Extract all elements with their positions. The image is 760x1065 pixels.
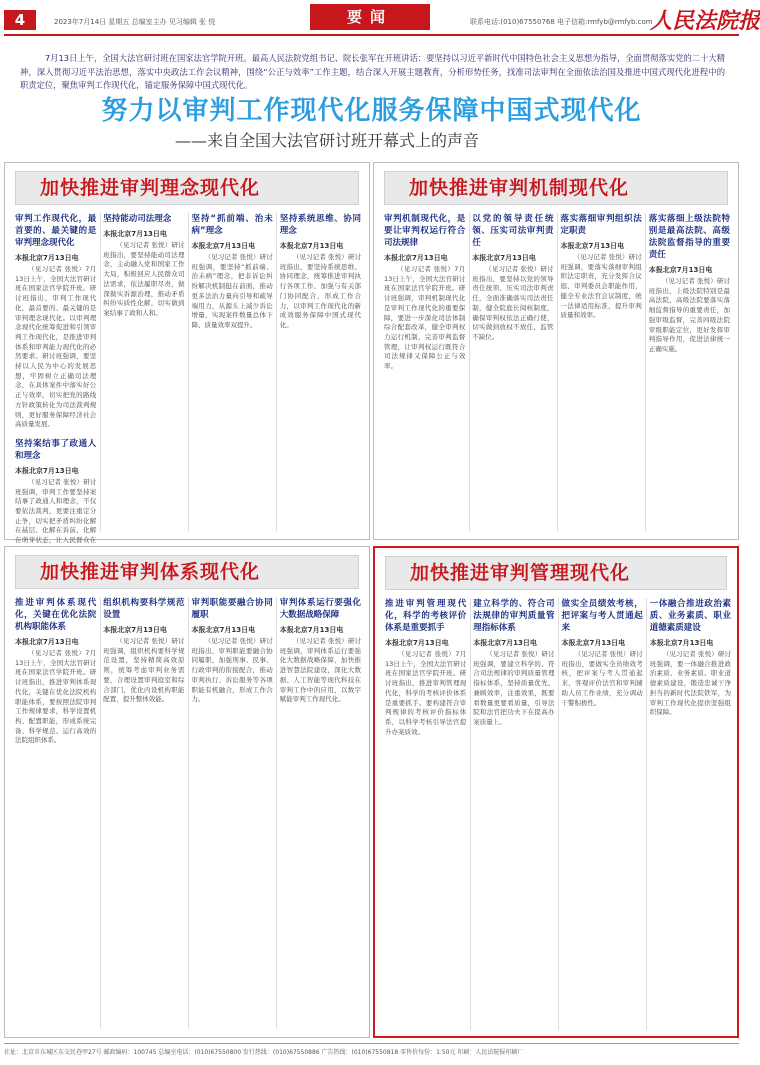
section-title: 要闻 [310,4,430,30]
article [473,598,554,728]
article-heading: 组织机构要科学规范设置 [103,598,185,620]
panel-column [562,598,643,1032]
article [280,213,361,331]
article-body: （见习记者 张悦）研讨班指出，要坚持系统思维、协同理念，统筹推进审判执行各项工作，加强与有关部门协同配合，形成工作合力，以审判工作现代化的新成效服务保障中国式现代化。 [279,253,361,329]
article [192,213,273,331]
article-body: （见习记者 张悦）研讨班强调，审判体系运行要强化大数据战略保障，加快推进智慧法院建设，深化大数据、人工智能等现代科技在审判工作中的应用，以数字赋能审判工作现代化。 [279,637,361,704]
column-divider [557,213,558,531]
article-body: （见习记者 张悦）研讨班强调，要坚持“抓前端、治未病”理念，把非诉讼纠纷解决机制挺在前面，推动更多法治力量向引导和疏导端用力，从源头上减少诉讼增量，实现案件数量总体下降、质量效率双提升。 [191,253,273,329]
column-divider [558,598,559,1030]
footer: 社址：北京市东城区东交民巷甲27号 邮政编码：100745 总编室电话：(010)67550800 发行热线：(010)67550886 广告热线：(010)67550818 零售价每份：1.50元 印刷：人民法院报印刷厂 [4,1043,739,1056]
article-heading: 坚持系统思维、协同理念 [279,214,361,236]
lead-paragraph: 7月13日上午，全国大法官研讨班在国家法官学院开班。最高人民法院党组书记、院长张军在开班讲话：要坚持以习近平新时代中国特色社会主义思想为指导，全面贯彻落实党的二十大精神，深入贯彻习近平法治思想，落实中央政法工作会议精神，围绕“公正与效率”工作主题，结合深入开展主题教育，分析形势任务，找准司法审判在全面依法治国及推进中国式现代化进程中的职责定位，聚焦审判工作现代化，锚定服务保障中国式现代化。 [20,53,725,90]
article-heading: 一体融合推进政治素质、业务素质、职业道德素质建设 [649,599,731,633]
masthead-right-text: 联系电话:(010)67550768 电子信箱:rmfyb@rmfyb.com [470,18,653,26]
article [103,597,184,705]
article-byline: 本报北京7月13日电 [472,254,536,262]
article-heading: 审判工作现代化，最首要的、最关键的是审判理念现代化 [15,214,97,248]
article [15,597,96,746]
masthead-left-text: 2023年7月14日 星期五 总编室主办 见习编辑 张 悦 [54,18,216,26]
panel-title: 加快推进审判体系现代化 [15,555,359,589]
article-byline: 本报北京7月13日电 [15,466,79,475]
panel-column [15,213,97,545]
panel-column [385,598,466,1032]
article-heading: 做实全员绩效考核，把评案与考人贯通起来 [561,599,643,633]
article-heading: 审判职能要融合协同履职 [191,598,273,620]
article-body: （见习记者 张悦）研讨班强调，要一体融合推进政治素质、业务素质、职业道德素质建设，锻造忠诚干净担当的新时代法院铁军，为审判工作现代化提供坚强组织保障。 [649,650,731,717]
article-byline: 本报北京7月13日电 [473,639,537,647]
article-heading: 坚持能动司法理念 [103,214,172,224]
article-byline: 本报北京7月13日电 [648,266,713,274]
article-byline: 本报北京7月13日电 [103,626,167,634]
article-byline: 本报北京7月13日电 [103,230,167,238]
panel-2 [4,546,370,1038]
article-body: （见习记者 张悦）研讨班指出，要做实全员绩效考核，把评案与考人贯通起来，客观评价法官和审判辅助人员工作业绩，充分调动干警积极性。 [561,650,643,707]
article-body: （见习记者 张悦）研讨班指出，要坚持以党的领导责任统领、压实司法审判责任，全面准确落实司法责任制，健全院庭长阅核制度，确保审判权依法正确行使，切实做到放权不放任、监管不缺位。 [472,265,554,341]
column-divider [188,213,189,531]
article [649,213,730,355]
article-body: （见习记者 张悦）研讨班指出，上级法院特别是最高法院、高级法院要落实落细监督指导的重要责任，加强审级监督，完善四级法院审级职能定位，更好发挥审判指导作用，促进法律统一正确实施。 [648,277,730,353]
article-byline: 本报北京7月13日电 [191,626,256,634]
column-divider [276,213,277,531]
article-byline: 本报北京7月13日电 [384,254,448,262]
article [472,213,553,343]
article-byline: 本报北京7月13日电 [279,626,344,634]
article-heading: 建立科学的、符合司法规律的审判质量管理指标体系 [473,599,555,633]
panel-title: 加快推进审判机制现代化 [384,171,728,205]
article-heading: 落实落细上级法院特别是最高法院、高级法院监督指导的重要责任 [648,214,730,260]
article-heading: 落实落细审判组织法定职责 [560,214,642,236]
article [385,598,466,737]
main-headline: 努力以审判工作现代化服务保障中国式现代化 [101,96,642,126]
panel-column [472,213,553,533]
panel-column [192,213,273,533]
panel-column [650,598,731,1032]
panel-column [15,597,96,1031]
column-divider [646,598,647,1030]
article-body: （见习记者 张悦）研讨班强调，组织机构要科学规范设置，坚持精简高效原则，统筹考虑审判业务需要，合理设置审判庭室和综合部门，优化内设机构职能配置，提升整体效能。 [103,637,185,704]
article-body: （见习记者 张悦）7月13日上午，全国大法官研讨班在国家法官学院开班。研讨班指出，推进审判管理现代化，科学的考核评价体系是重要抓手。要构建符合审判规律的考核评价指标体系，以科学考核引导法官提升办案质效。 [385,650,467,736]
article-heading: 坚持“抓前端、治未病”理念 [191,214,273,236]
article-body: （见习记者 张悦）研讨班强调，审判工作要坚持案结事了政通人和理念，不仅要依法裁判，更要注重定分止争，切实把矛盾纠纷化解在基层、化解在诉前、化解在萌芽状态，让人民群众在 [15,477,97,545]
column-divider [100,597,101,1029]
article-byline: 本报北京7月13日电 [279,242,344,250]
article-body: （见习记者 张悦）研讨班强调，要落实落细审判组织法定职责，充分发挥合议庭、审判委员会职能作用，健全专业法官会议制度，统一法律适用标准，提升审判质量和效率。 [560,253,642,320]
article [562,598,643,708]
panel-1 [373,162,739,540]
article-heading: 推进审判管理现代化，科学的考核评价体系是重要抓手 [385,599,467,633]
article-body: （见习记者 张悦）研讨班指出，审判职能要融合协同履职，加强刑事、民事、行政审判的衔接配合，推动审判执行、诉讼服务等各项职能有机融合，形成工作合力。 [191,637,273,704]
article-byline: 本报北京7月13日电 [385,639,449,647]
column-divider [100,213,101,531]
article-byline: 本报北京7月13日电 [561,639,626,647]
panel-column [473,598,554,1032]
article [280,597,361,705]
article [15,213,96,430]
article-body: （见习记者 张悦）7月13日上午，全国大法官研讨班在国家法官学院开班。研讨班强调，审判机制现代化是审判工作现代化的重要保障，要进一步深化司法体制综合配套改革，健全审判权力运行机制，完善审判监督管理，让审判权运行既符合司法规律又保障公正与效率。 [384,265,466,371]
column-divider [276,597,277,1029]
article-body: （见习记者 张悦）7月13日上午，全国大法官研讨班在国家法官学院开班。研讨班指出，推进审判体系现代化，关键在优化法院机构职能体系，要按照法院审判工作规律要求，科学设置机构、配置职能，形成系统完备、科学规范、运行高效的法院组织体系。 [15,649,97,745]
panel-column [649,213,730,533]
column-divider [188,597,189,1029]
panel-0 [4,162,370,545]
article-byline: 本报北京7月13日电 [560,242,625,250]
article-heading: 以党的领导责任统领、压实司法审判责任 [472,214,554,248]
article-heading: 审判体系运行要强化大数据战略保障 [279,598,361,620]
article-body: （见习记者 张悦）7月13日上午，全国大法官研讨班在国家法官学院开班。研讨班指出，审判工作现代化，最首要的、最关键的是审判理念现代化。以审判理念现代化统筹促进和引领审判工作现代化，是推进审判体系和审判能力现代化的必然要求。研讨班强调，要坚持以人民为中心的发展思想，牢固树立正确司法理念，在具体案件中落实好公正与效率，切实把党的路线方针政策转化为司法裁判规则，更好服务保障经济社会高质量发展。 [15,265,97,429]
panel-column [280,213,361,533]
article [103,213,184,319]
panel-column [384,213,465,533]
panel-column [561,213,642,533]
article [192,597,273,705]
article-heading: 审判机制现代化，是要让审判权运行符合司法规律 [384,214,466,248]
article-heading: 推进审判体系现代化，关键在优化法院机构职能体系 [15,598,97,632]
article-body: （见习记者 张悦）研讨班指出，要坚持能动司法理念，主动融入党和国家工作大局，积极回应人民群众司法需求，依法履职尽责，做深做实诉源治理，推动矛盾纠纷实质性化解，切实做到案结事了政和人和。 [103,241,185,317]
article-byline: 本报北京7月13日电 [649,639,714,647]
article [384,213,465,372]
article [561,213,642,321]
column-divider [645,213,646,531]
panel-column [280,597,361,1031]
column-divider [470,598,471,1030]
column-divider [469,213,470,531]
page-number: 4 [4,10,36,30]
panel-column [192,597,273,1031]
panel-column [103,213,184,533]
article-heading: 坚持案结事了政通人和理念 [15,438,97,461]
newspaper-logo: 人民法院报 [650,8,760,34]
article-byline: 本报北京7月13日电 [15,254,79,262]
panel-title: 加快推进审判管理现代化 [385,556,727,590]
panel-title: 加快推进审判理念现代化 [15,171,359,205]
panel-3 [373,546,739,1038]
article-byline: 本报北京7月13日电 [191,242,256,250]
article-body: （见习记者 张悦）研讨班强调，要建立科学的、符合司法规律的审判质量管理指标体系，坚持质量优先、兼顾效率，注重效果，既要看数量更要看质量，引导法院和法官把功夫下在提高办案质量上。 [473,650,555,726]
panel-column [103,597,184,1031]
article [650,598,731,718]
article-byline: 本报北京7月13日电 [15,638,79,646]
subheadline: ——来自全国大法官研讨班开幕式上的声音 [175,131,480,150]
